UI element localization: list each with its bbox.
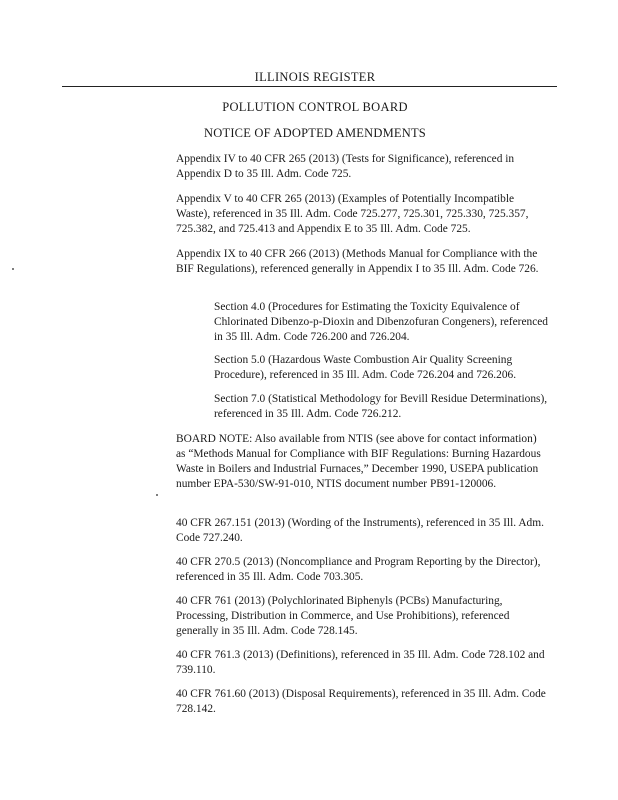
paragraph-section-5: Section 5.0 (Hazardous Waste Combustion Air Quality Screening Procedure), referenced in 35 Ill. Adm. Code 726.204 and 726.206. xyxy=(214,354,517,381)
header-rule xyxy=(62,86,557,87)
paragraph-board-note: BOARD NOTE: Also available from NTIS (see above for contact information) as “Methods Manual for Compliance with BIF Regulations: Burning Hazardous Waste in Boilers and Industrial Furnaces,” December 1990, USEPA publication number EPA-530/SW-91-010, NTIS document number PB91-120006. xyxy=(176,433,541,490)
paragraph-appendix-iv: Appendix IV to 40 CFR 265 (2013) (Tests for Significance), referenced in Appendix D to 35 Ill. Adm. Code 725. xyxy=(176,153,515,180)
scan-speck xyxy=(12,268,14,270)
board-title: POLLUTION CONTROL BOARD xyxy=(222,100,408,114)
paragraph-761-60: 40 CFR 761.60 (2013) (Disposal Requirements), referenced in 35 Ill. Adm. Code 728.142. xyxy=(176,688,546,715)
paragraph-270-5: 40 CFR 270.5 (2013) (Noncompliance and Program Reporting by the Director), referenced in 35 Ill. Adm. Code 703.305. xyxy=(176,556,541,583)
paragraph-267-151: 40 CFR 267.151 (2013) (Wording of the Instruments), referenced in 35 Ill. Adm. Code 727.240. xyxy=(176,517,544,544)
paragraph-appendix-ix: Appendix IX to 40 CFR 266 (2013) (Methods Manual for Compliance with the BIF Regulations), referenced generally in Appendix I to 35 Ill. Adm. Code 726. xyxy=(176,248,539,275)
scan-speck xyxy=(156,494,158,496)
paragraph-appendix-v: Appendix V to 40 CFR 265 (2013) (Examples of Potentially Incompatible Waste), referenced in 35 Ill. Adm. Code 725.277, 725.301, 725.330, 725.357, 725.382, and 725.413 and Appendix E to 35 Ill. Adm. Code 725. xyxy=(176,193,529,235)
paragraph-761-3: 40 CFR 761.3 (2013) (Definitions), referenced in 35 Ill. Adm. Code 728.102 and 739.110. xyxy=(176,649,545,676)
notice-title: NOTICE OF ADOPTED AMENDMENTS xyxy=(204,126,426,140)
paragraph-761: 40 CFR 761 (2013) (Polychlorinated Biphenyls (PCBs) Manufacturing, Processing, Distribution in Commerce, and Use Prohibitions), referenced generally in 35 Ill. Adm. Code 728.145. xyxy=(176,595,510,637)
paragraph-section-7: Section 7.0 (Statistical Methodology for Bevill Residue Determinations), referenced in 35 Ill. Adm. Code 726.212. xyxy=(214,393,548,420)
paragraph-section-4: Section 4.0 (Procedures for Estimating the Toxicity Equivalence of Chlorinated Dibenzo-p-Dioxin and Dibenzofuran Congeners), referenced in 35 Ill. Adm. Code 726.200 and 726.204. xyxy=(214,301,548,343)
register-title: ILLINOIS REGISTER xyxy=(254,70,376,84)
